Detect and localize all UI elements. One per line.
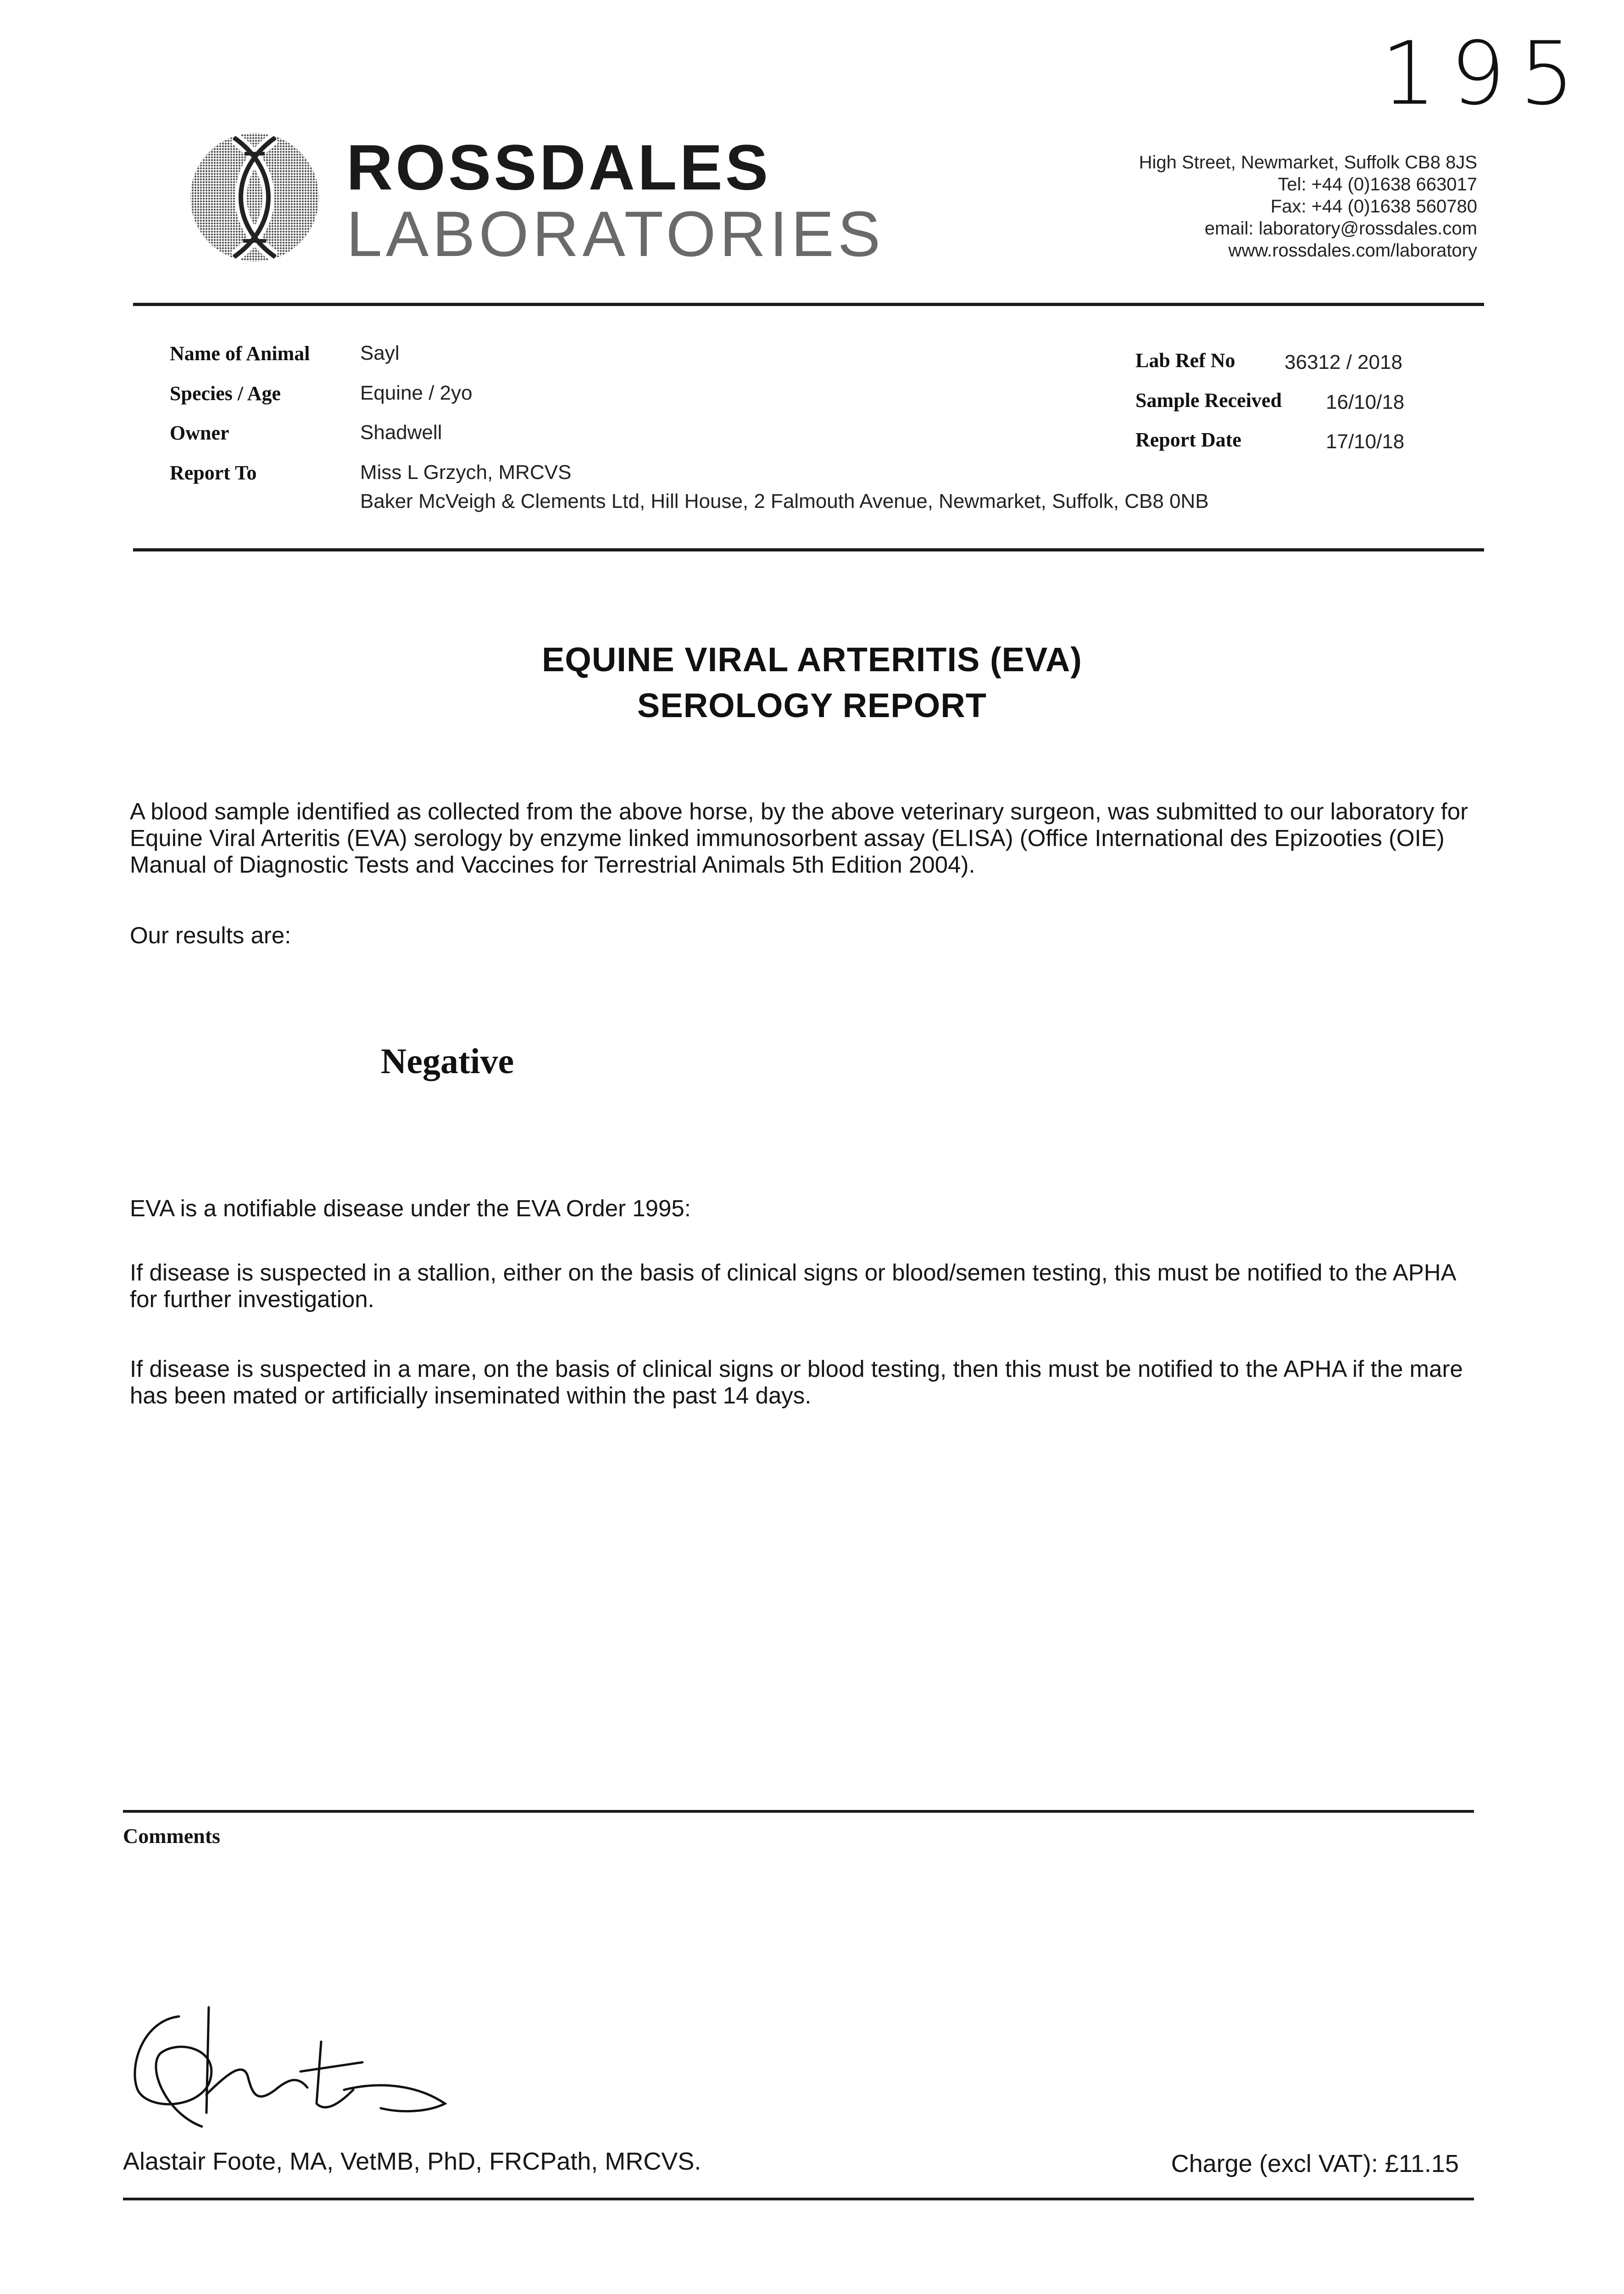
- brand-name-line2: LABORATORIES: [346, 198, 884, 270]
- name-of-animal-label: Name of Animal: [170, 342, 310, 365]
- name-of-animal-value: Sayl: [360, 342, 400, 364]
- report-date-label: Report Date: [1135, 429, 1241, 451]
- brand-name-line1: ROSSDALES: [346, 131, 771, 203]
- address-phone: Tel: +44 (0)1638 663017: [1278, 174, 1477, 195]
- address-email: email: laboratory@rossdales.com: [1204, 218, 1477, 239]
- lab-ref-label: Lab Ref No: [1135, 349, 1235, 372]
- sample-received-value: 16/10/18: [1326, 391, 1405, 413]
- address-website: www.rossdales.com/laboratory: [1228, 240, 1477, 261]
- owner-label: Owner: [170, 422, 229, 444]
- footer-divider: [123, 2198, 1474, 2200]
- test-result: Negative: [381, 1041, 514, 1081]
- report-date-value: 17/10/18: [1326, 430, 1405, 453]
- comments-divider: [123, 1810, 1474, 1813]
- sample-received-label: Sample Received: [1135, 389, 1282, 412]
- address-fax: Fax: +44 (0)1638 560780: [1270, 196, 1477, 217]
- species-age-label: Species / Age: [170, 382, 281, 405]
- stallion-notice: If disease is suspected in a stallion, either on the basis of clinical signs or blood/semen testing, this must be notified to the APHA for further investigation.: [130, 1259, 1455, 1312]
- lab-ref-value: 36312 / 2018: [1285, 351, 1402, 373]
- signatory-name: Alastair Foote, MA, VetMB, PhD, FRCPath, MRCVS.: [123, 2148, 701, 2175]
- species-age-value: Equine / 2yo: [360, 382, 473, 404]
- comments-label: Comments: [123, 1824, 221, 1848]
- results-lead: Our results are:: [130, 922, 291, 948]
- rossdales-dna-logo: [186, 128, 323, 266]
- report-title-line1: EQUINE VIRAL ARTERITIS (EVA): [542, 640, 1082, 679]
- header-divider: [133, 303, 1484, 306]
- intro-paragraph: A blood sample identified as collected from the above horse, by the above veterinary surgeon, was submitted to our laboratory for Equine Viral Arteritis (EVA) serology by enzyme linked immunosorbent assay (ELISA) (Office International des Epizooties (OIE) Manual of Diagnostic Tests and Vaccines for Terrestrial Animals 5th Edition 2004).: [130, 798, 1468, 878]
- owner-value: Shadwell: [360, 421, 442, 444]
- mare-notice: If disease is suspected in a mare, on the basis of clinical signs or blood testing, then this must be notified to the APHA if the mare has been mated or artificially inseminated within the past 14 days.: [130, 1356, 1463, 1409]
- report-to-vet: Miss L Grzych, MRCVS: [360, 461, 572, 484]
- charge-amount: Charge (excl VAT): £11.15: [1171, 2150, 1459, 2177]
- report-to-address: Baker McVeigh & Clements Ltd, Hill House, 2 Falmouth Avenue, Newmarket, Suffolk, CB8 0NB: [360, 490, 1209, 512]
- handwritten-page-number: 195: [1381, 23, 1589, 124]
- signature-image: [124, 1998, 482, 2131]
- report-to-label: Report To: [170, 462, 257, 484]
- report-title-line2: SEROLOGY REPORT: [637, 686, 987, 724]
- lab-address-block: [1139, 151, 1477, 262]
- notifiable-disease-note: EVA is a notifiable disease under the EVA Order 1995:: [130, 1195, 691, 1221]
- address-line: High Street, Newmarket, Suffolk CB8 8JS: [1139, 152, 1477, 173]
- details-divider: [133, 548, 1484, 551]
